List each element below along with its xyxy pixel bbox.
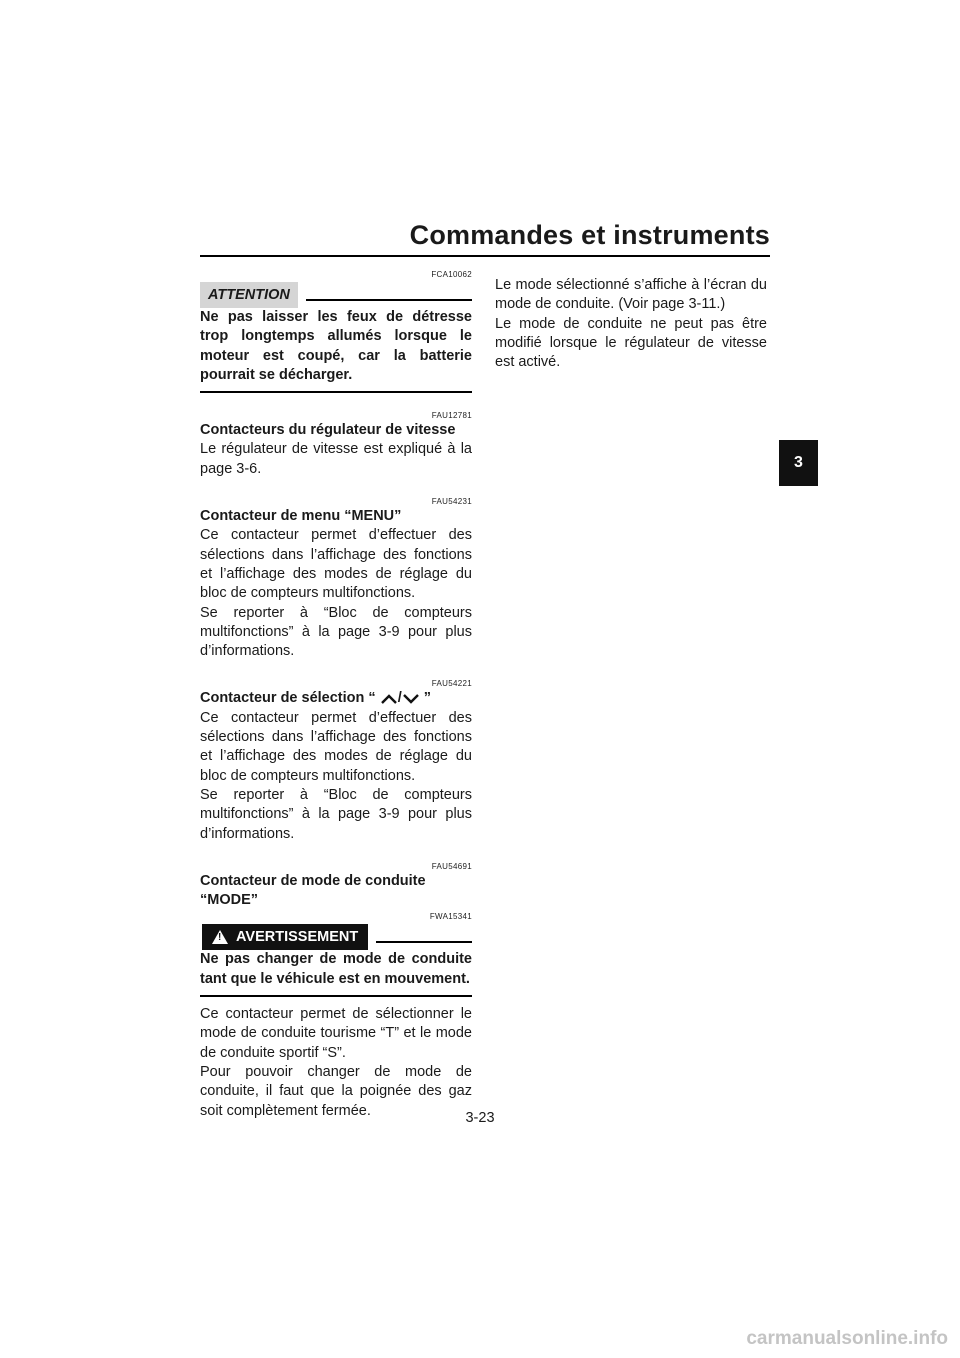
attention-notice-header (200, 282, 472, 308)
attention-text: Ne pas laisser les feux de détresse trop longtemps allumés lorsque le moteur est coupé, car la batterie pourrait se décharger. (200, 309, 472, 383)
right-column (495, 276, 767, 372)
select-text-1: Ce contacteur permet d’effectuer des sélections dans l’affichage des fonctions et l’affichage des modes de réglage du bloc de compteurs multifonctions. (200, 709, 472, 784)
attention-code: FCA10062 (431, 270, 472, 279)
page-number: 3-23 (465, 1110, 495, 1126)
title-rule (200, 255, 770, 257)
warning-label-box (202, 924, 368, 950)
attention-label: ATTENTION (200, 282, 298, 308)
menu-text-2: Se reporter à “Bloc de compteurs multifonctions” à la page 3-9 pour plus d’informations. (200, 604, 472, 660)
select-text-2: Se reporter à “Bloc de compteurs multifonctions” à la page 3-9 pour plus d’informations. (200, 786, 472, 842)
select-heading-separator: / (397, 690, 402, 707)
cruise-heading: Contacteurs du régulateur de vitesse (200, 422, 456, 439)
notice-rule (306, 299, 472, 301)
menu-text-1: Ce contacteur permet d’effectuer des sélections dans l’affichage des fonctions et l’affichage des modes de réglage du bloc de compteurs multifonctions. (200, 527, 472, 602)
mode-text-3: Le mode sélectionné s’affiche à l’écran du mode de conduite. (Voir page 3-11.) (495, 277, 767, 313)
chevron-up-icon (380, 693, 398, 705)
select-code: FAU54221 (431, 679, 472, 689)
warning-triangle-icon: ! (212, 930, 228, 944)
warning-code: FWA15341 (429, 912, 472, 922)
menu-code: FAU54231 (431, 497, 472, 507)
mode-text-1: Ce contacteur permet de sélectionner le mode de conduite tourisme “T” et le mode de conduite sportif “S”. (200, 1006, 472, 1061)
select-heading (200, 689, 472, 708)
mode-text-4: Le mode de conduite ne peut pas être modifié lorsque le régulateur de vitesse est activé. (495, 315, 767, 371)
left-column (200, 270, 472, 1121)
warning-label: AVERTISSEMENT (236, 928, 359, 945)
watermark: carmanualsonline.info (746, 1328, 948, 1349)
warning-notice-header (200, 924, 472, 950)
warning-text: Ne pas changer de mode de conduite tant que le véhicule est en mouvement. (200, 951, 472, 987)
chapter-tab: 3 (779, 440, 818, 486)
menu-heading: Contacteur de menu “MENU” (200, 508, 402, 525)
mode-code: FAU54691 (431, 861, 472, 871)
mode-heading: Contacteur de mode de conduite “MODE” (200, 872, 426, 909)
select-heading-prefix: Contacteur de sélection “ (200, 690, 376, 707)
cruise-code: FAU12781 (431, 411, 472, 421)
mode-text-2: Pour pouvoir changer de mode de conduite, il faut que la poignée des gaz soit complètement fermée. (200, 1063, 472, 1119)
cruise-text: Le régulateur de vitesse est expliqué à la page 3-6. (200, 441, 472, 477)
warning-rule (376, 941, 472, 943)
chevron-down-icon (402, 693, 420, 705)
page-title: Commandes et instruments (409, 220, 770, 250)
select-heading-suffix: ” (423, 690, 431, 707)
